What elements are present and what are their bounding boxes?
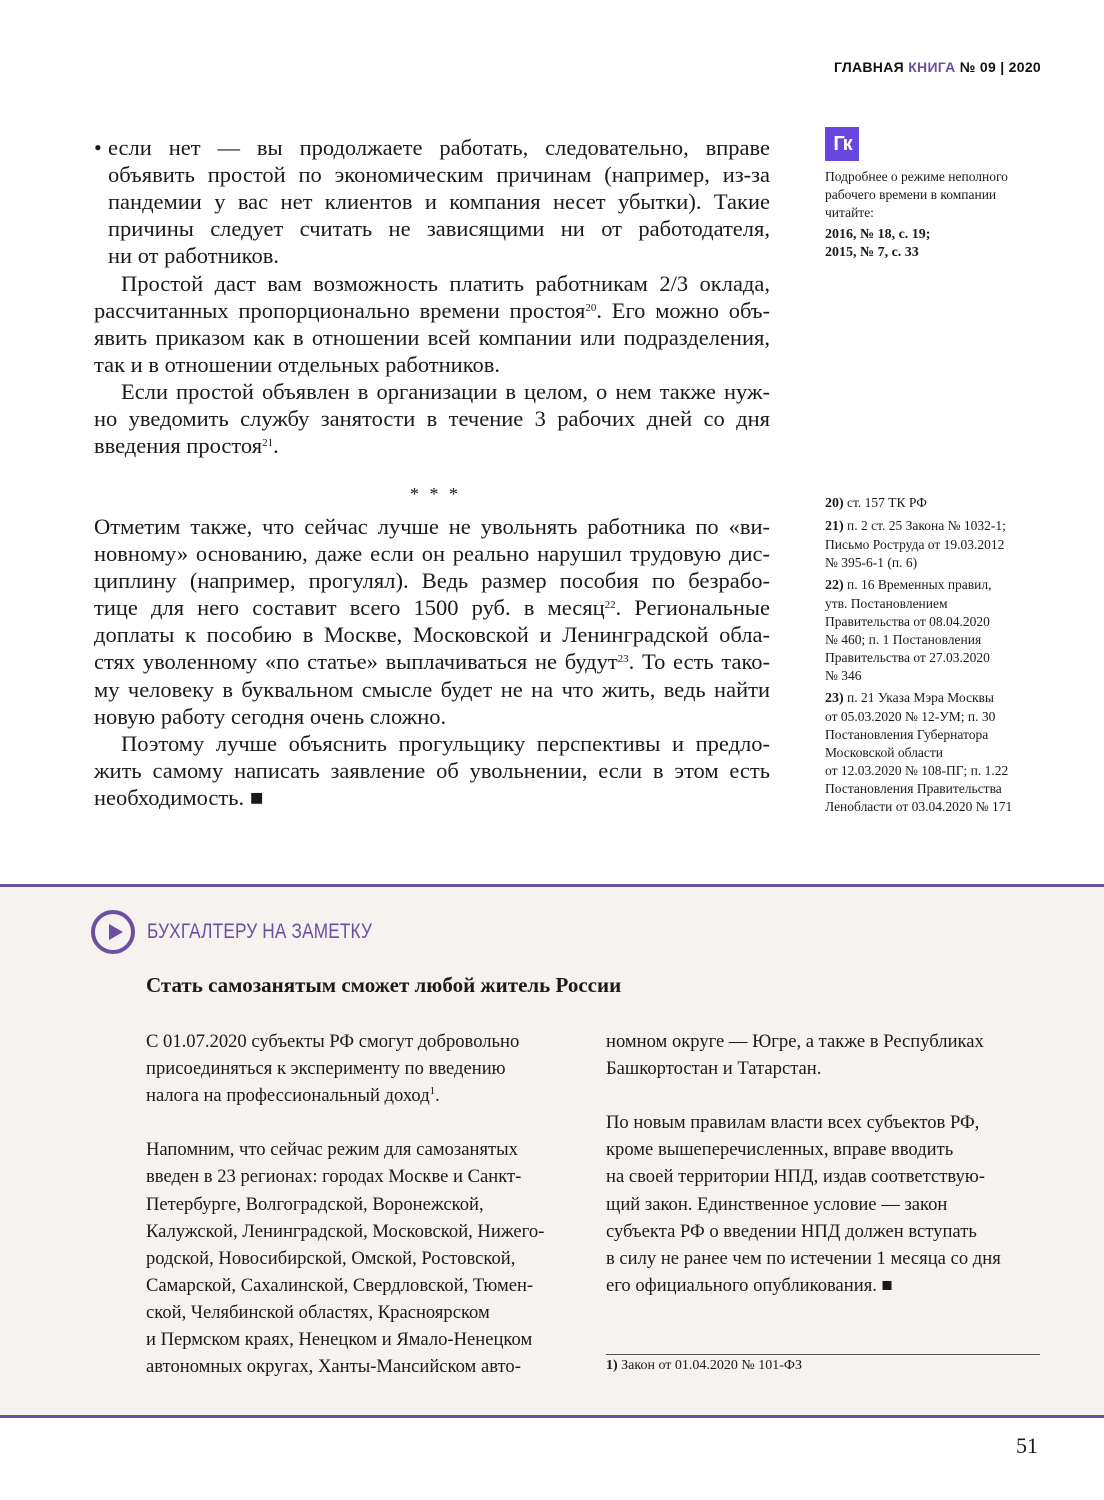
paragraph [94, 270, 770, 378]
play-icon [91, 910, 135, 954]
footnote-line [825, 517, 1055, 536]
text-line: ни от работников. [108, 243, 279, 269]
footnote [825, 517, 1055, 572]
gk-logo-icon: Гк [825, 127, 859, 161]
text-line: если нет — вы продолжаете работать, следовательно, вправе [108, 135, 770, 160]
footnote [825, 576, 1055, 685]
text-line: рабочего времени в компании [825, 187, 997, 202]
box-paragraph [146, 1028, 544, 1109]
text-line: Калужской, Ленинградской, Московской, Нижего- [146, 1220, 545, 1242]
section-separator: * * * [410, 484, 461, 504]
footnote-number: 22) [825, 578, 844, 593]
text-line: Напомним, что сейчас режим для самозанятых [146, 1139, 518, 1161]
footnote-text: Письмо Роструда от 19.03.2012 [825, 537, 1005, 552]
paragraph [94, 513, 770, 730]
text-line: циплину (например, прогулял). Ведь размер пособия по безрабо- [94, 568, 770, 594]
footnote-text: № 346 [825, 668, 862, 683]
footnote-line [825, 613, 1055, 631]
footnote-line [825, 536, 1055, 554]
text-line: Поэтому лучше объяснить прогульщику перспективы и предло- [121, 731, 770, 756]
footnote-text: от 05.03.2020 № 12-УМ; п. 30 [825, 709, 996, 724]
text-line: С 01.07.2020 субъекты РФ смогут добровольно [146, 1031, 520, 1052]
footnote-line [825, 595, 1055, 613]
text-line: родской, Новосибирской, Омской, Ростовской, [146, 1247, 516, 1269]
footnote-line [825, 726, 1055, 744]
footnote-number: 1) [606, 1358, 618, 1373]
text-line: новую работу сегодня очень сложно. [94, 703, 447, 729]
footnote-text: № 460; п. 1 Постановления [825, 632, 982, 647]
footnote-text: № 395-6-1 (п. 6) [825, 555, 918, 570]
footnote-line [825, 689, 1055, 708]
text-line: но уведомить службу занятости в течение 3 рабочих дней со дня [94, 406, 770, 432]
paragraph-gap [606, 1082, 1001, 1109]
footnote-text: п. 21 Указа Мэра Москвы [847, 690, 994, 705]
brand-part-1: ГЛАВНАЯ [833, 59, 904, 75]
footnote-number: 21) [825, 519, 844, 534]
text-line: Простой даст вам возможность платить работникам 2/3 оклада, [121, 271, 770, 296]
footnote-text: Правительства от 08.04.2020 [825, 614, 990, 629]
footnote-line [825, 649, 1055, 667]
footnote-text: Московской области [825, 745, 944, 760]
footnote-text: Закон от 01.04.2020 № 101-ФЗ [621, 1358, 803, 1373]
footnote-rule [606, 1354, 1040, 1355]
issue-number: № 09 | 2020 [959, 59, 1041, 75]
box-heading: Стать самозанятым сможет любой житель России [146, 973, 622, 997]
footnote-line [825, 554, 1055, 572]
text-line: Самарской, Сахалинской, Свердловской, Тюмен- [146, 1274, 534, 1296]
footnote-text: Постановления Губернатора [825, 727, 989, 742]
text-line: По новым правилам власти всех субъектов РФ, [606, 1112, 980, 1134]
footnote [825, 689, 1055, 816]
text-line: на своей территории НПД, издав соответствую- [606, 1166, 985, 1188]
text-line: причины следует считать не зависящими ни от работодателя, [108, 216, 770, 242]
text-line: жить самому написать заявление об увольнении, если в этом есть [94, 758, 770, 784]
paragraph-bullet [108, 134, 770, 269]
text-line: новному» основанию, даже если он реально нарушил трудовую дис- [94, 541, 770, 567]
footnote-number: 20) [825, 496, 844, 511]
box-paragraph [606, 1109, 1001, 1299]
text-line: налога на профессиональный доход$^1$. [146, 1085, 440, 1107]
footnote-line [825, 667, 1055, 685]
paragraph [94, 378, 770, 459]
brand-part-2: КНИГА [908, 59, 956, 75]
footnote-line [825, 494, 1055, 513]
text-line: Если простой объявлен в организации в целом, о нем также нуж- [121, 379, 770, 404]
footnote-text: Постановления Правительства [825, 781, 1002, 796]
text-line: введения простоя$^{21}$. [94, 433, 279, 459]
text-line: присоединяться к эксперименту по введению [146, 1058, 506, 1080]
footnote-line [825, 631, 1055, 649]
text-line: номном округе — Югре, а также в Республиках [606, 1031, 984, 1052]
text-line: 2015, № 7, с. 33 [825, 244, 919, 260]
text-line: необходимость. ■ [94, 785, 264, 811]
footnote-line [825, 798, 1055, 816]
text-line: доплаты к пособию в Москве, Московской и Ленинградской обла- [94, 622, 770, 648]
footnote-ref: 1 [429, 1085, 436, 1098]
box-paragraph [146, 1136, 544, 1380]
text-line: объявить простой по экономическим причинам (например, из-за [108, 162, 770, 188]
paragraph-gap [146, 1109, 544, 1136]
paragraph [94, 730, 770, 811]
footnote-ref: 23 [617, 653, 629, 666]
footnote-line [825, 780, 1055, 798]
footnote-text: п. 2 ст. 25 Закона № 1032-1; [847, 518, 1006, 533]
text-line: Башкортостан и Татарстан. [606, 1058, 822, 1080]
footnote-ref: 20 [585, 302, 597, 315]
footnote [825, 494, 1055, 513]
text-line: Подробнее о режиме неполного [825, 169, 1008, 184]
footnote-number: 23) [825, 691, 844, 706]
sidebar-note [825, 168, 1055, 222]
running-header [834, 59, 1041, 75]
text-line: и Пермском краях, Ненецком и Ямало-Ненецком [146, 1329, 533, 1351]
footnote-text: ст. 157 ТК РФ [847, 495, 927, 510]
text-line: так и в отношении отдельных работников. [94, 352, 500, 378]
footnote-line [825, 708, 1055, 726]
box-title: БУХГАЛТЕРУ НА ЗАМЕТКУ [147, 920, 373, 943]
bullet-marker: • [94, 135, 102, 160]
text-line: Петербурге, Волгоградской, Воронежской, [146, 1193, 484, 1215]
page-number: 51 [1016, 1433, 1038, 1458]
text-line: ской, Челябинской областях, Красноярском [146, 1301, 490, 1323]
footnote-text: утв. Постановлением [825, 596, 948, 611]
text-line: рассчитанных пропорционально времени простоя$^{20}$. Его можно объ- [94, 298, 770, 324]
text-line: читайте: [825, 205, 874, 220]
text-line: явить приказом как в отношении всей компании или подразделения, [94, 325, 770, 351]
footnote-ref: 22 [604, 599, 616, 612]
footnote-text: Ленобласти от 03.04.2020 № 171 [825, 799, 1013, 814]
box-footnote [606, 1358, 802, 1374]
text-line: Отметим также, что сейчас лучше не увольнять работника по «ви- [94, 514, 770, 539]
text-line: щий закон. Единственное условие — закон [606, 1193, 948, 1215]
text-line: введен в 23 регионах: городах Москве и Санкт- [146, 1166, 522, 1188]
text-line: субъекта РФ о введении НПД должен вступать [606, 1220, 977, 1242]
footnote-line [825, 744, 1055, 762]
text-line: му человеку в буквальном смысле будет не на что жить, ведь найти [94, 676, 770, 702]
text-line: его официального опубликования. ■ [606, 1274, 893, 1296]
footnote-text: от 12.03.2020 № 108-ПГ; п. 1.22 [825, 763, 1009, 778]
footnotes [825, 494, 1055, 820]
text-line: 2016, № 18, с. 19; [825, 227, 931, 242]
sidebar-references [825, 226, 1055, 261]
text-line: кроме вышеперечисленных, вправе вводить [606, 1139, 954, 1161]
footnote-ref: 21 [262, 437, 274, 450]
box-column-left [146, 1028, 544, 1380]
box-column-right [606, 1028, 1001, 1299]
footnote-text: Правительства от 27.03.2020 [825, 650, 990, 665]
text-line: в силу не ранее чем по истечении 1 месяца со дня [606, 1247, 1001, 1269]
footnote-line [825, 576, 1055, 595]
text-line: тице для него составит всего 1500 руб. в месяц$^{22}$. Региональные [94, 595, 770, 621]
text-line: автономных округах, Ханты-Мансийском авто- [146, 1356, 521, 1378]
text-line: стях уволенному «по статье» выплачиваться не будут$^{23}$. То есть тако- [94, 649, 770, 675]
footnote-text: п. 16 Временных правил, [847, 577, 992, 592]
text-line: пандемии у вас нет клиентов и компания несет убытки). Такие [108, 189, 770, 215]
footnote-line [825, 762, 1055, 780]
box-paragraph [606, 1028, 1001, 1082]
